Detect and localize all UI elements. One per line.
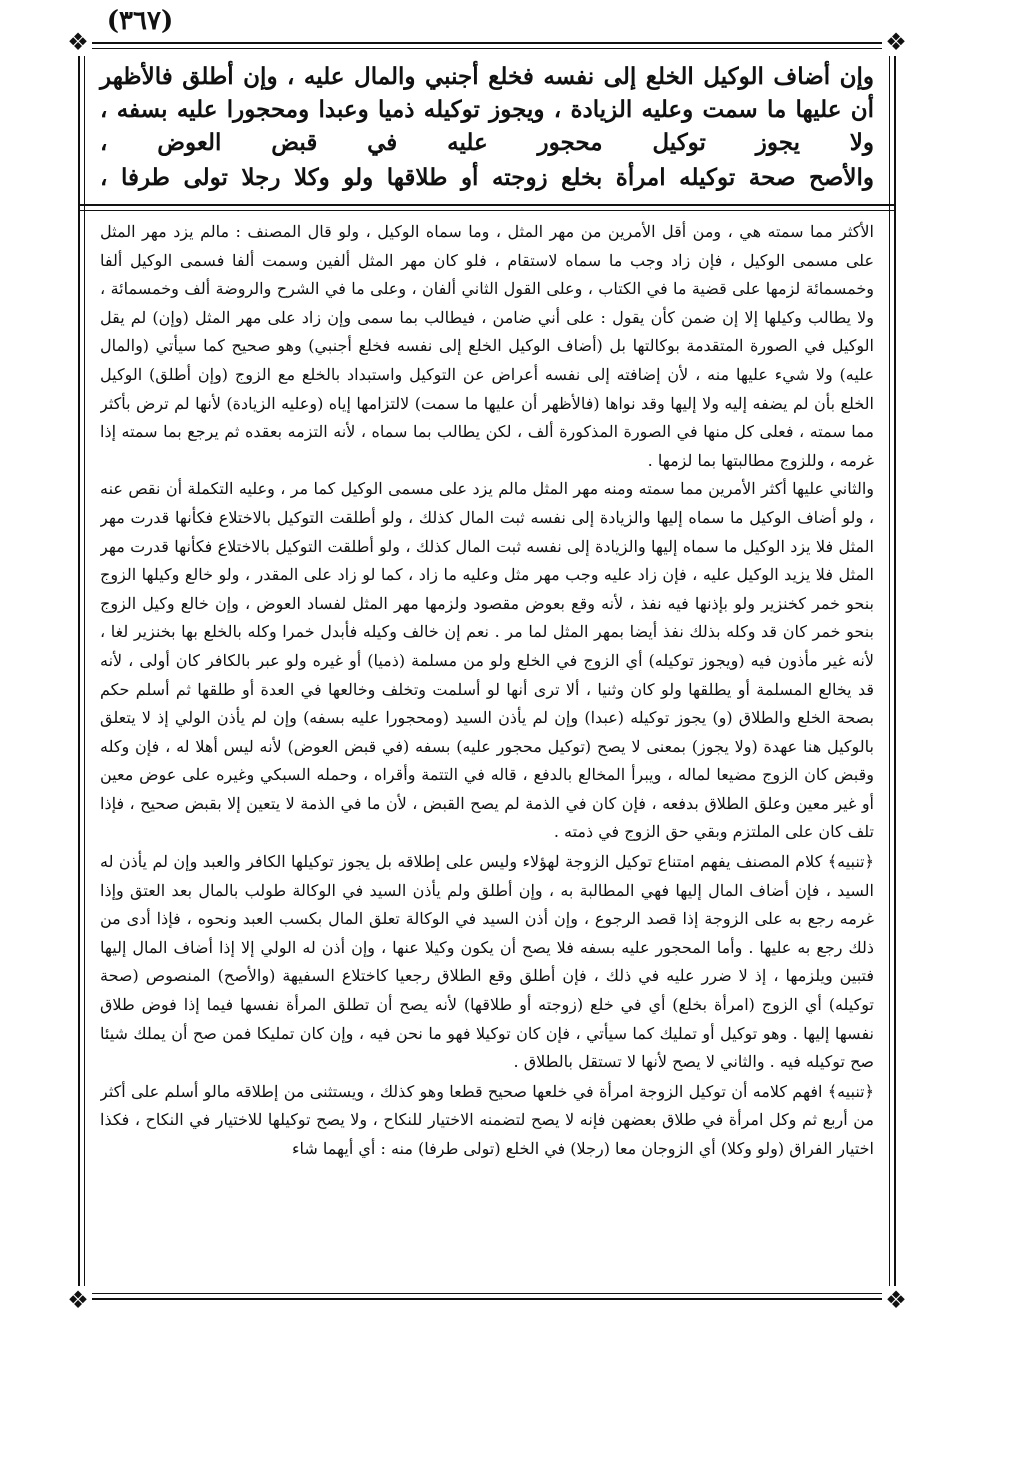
commentary-sharh	[100, 218, 874, 1290]
page-border-frame	[64, 28, 910, 1314]
matn-line: والأصح صحة توكيله امرأة بخلع زوجته أو طلاقها ولو وكلا رجلا تولى طرفا ،	[100, 164, 874, 191]
commentary-paragraph: الأكثر مما سمته هي ، ومن أقل الأمرين من مهر المثل ، وما سماه الوكيل ، ولو قال المصنف : مالم يزد مهر المثل على مسمى الوكيل ، فإن زاد وجب ما سماه لاستقام ، فلو كان مهر المثل ألفين وسمت ألفا فسمى الوكيل ألفا وخمسمائة لزمها على قضية ما في الكتاب ، وعلى القول الثاني ألفان ، وعلى ما في الشرح والروضة ألف وخمسمائة ، ولا يطالب وكيلها إلا إن ضمن كأن يقول : على أني ضامن ، فيطالب بما سمى وإن زاد على مهر المثل (وإن) لم يقل الوكيل في الصورة المتقدمة بوكالتها بل (أضاف الوكيل الخلع إلى نفسه فخلع أجنبي) وهو صحيح كما سيأتي (والمال عليه) ولا شيء عليها منه ، لأن إضافته إلى نفسه أعراض عن التوكيل واستبداد بالخلع مع الزوج (وإن أطلق) الوكيل الخلع بأن لم يضفه إليه ولا إليها وقد نواها (فالأظهر أن عليها ما سمت) لالتزامها إياه (وعليه الزيادة) لأنها لم ترض بأكثر مما سمته ، فعلى كل منها في الصورة المذكورة ألف ، لكن يطالب بما سماه ، لأنه التزمه بعقده ثم يرجع بما سمته إذا غرمه ، وللزوج مطالبتها بما لزمها .	[100, 222, 874, 470]
tanbih-note: ﴿تنبيه﴾ كلام المصنف يفهم امتناع توكيل الزوجة لهؤلاء وليس على إطلاقه بل يجوز توكيلها الكافر والعبد وإن لم يأذن له السيد ، فإن أضاف المال إليها فهي المطالبة به ، وإن أطلق ولم يأذن السيد في الوكالة طولب بالمال بعد العتق وإذا غرمه رجع به على الزوجة إذا قصد الرجوع ، وإن أذن السيد في الوكالة تعلق المال بكسب العبد ونحوه ، فإذا أدى من ذلك رجع به عليها . وأما المحجور عليه بسفه فلا يصح أن يكون وكيلا عنها ، وإن أذن له الولي إلا إذا أضاف المال إليها فتبين ويلزمها ، إذ لا ضرر عليه في ذلك ، فإن أطلق وقع الطلاق رجعيا كاختلاع السفيهة (والأصح) المنصوص (صحة توكيله) أي الزوج (امرأة بخلع) أي في خلع (زوجته أو طلاقها) لأنه يصح أن تطلق المرأة نفسها فيما إذا فوض طلاق نفسها إليها . وهو توكيل أو تمليك كما سيأتي ، فإن كان توكيلا فهو ما نحن فيه ، وإن كان تمليكا فمن صح أن يملك شيئا صح توكيله فيه . والثاني لا يصح لأنها لا تستقل بالطلاق .	[100, 852, 874, 1072]
corner-ornament-icon: ❖	[64, 1286, 92, 1314]
tanbih-note: ﴿تنبيه﴾ افهم كلامه أن توكيل الزوجة امرأة في خلعها صحيح قطعا وهو كذلك ، ويستثنى من إطلاقه مالو أسلم على أكثر من أربع ثم وكل امرأة في طلاق بعضهن فإنه لا يصح لتضمنه الاختيار للنكاح ، ولا يصح توكيلها للاختيار في النكاح ، فكذا اختيار الفراق (ولو وكلا) أي الزوجان معا (رجلا) في الخلع (تولى طرفا) منه : أي أيهما شاء	[100, 1081, 874, 1158]
page-number: (٣٦٧)	[106, 6, 174, 36]
matn-line: وإن أضاف الوكيل الخلع إلى نفسه فخلع أجنبي والمال عليه ، وإن أطلق فالأظهر أن عليها ما سمت وعليه الزيادة ، ويجوز توكيله ذميا وعبدا ومحجورا عليه بسفه ، ولا يجوز توكيل محجور عليه في قبض العوض ،	[100, 63, 874, 156]
frame-right-rule	[894, 42, 896, 1300]
corner-ornament-icon: ❖	[64, 28, 92, 56]
frame-bottom-inner-rule	[64, 1293, 910, 1294]
frame-right-inner-rule	[889, 42, 890, 1300]
frame-left-rule	[78, 42, 80, 1300]
frame-top-rule	[64, 42, 910, 44]
corner-ornament-icon: ❖	[882, 28, 910, 56]
corner-ornament-icon: ❖	[882, 1286, 910, 1314]
frame-bottom-rule	[64, 1298, 910, 1300]
frame-left-inner-rule	[84, 42, 85, 1300]
commentary-paragraph: والثاني عليها أكثر الأمرين مما سمته ومنه مهر المثل مالم يزد على مسمى الوكيل كما مر ، وعليه التكملة أن نقص عنه ، ولو أضاف الوكيل ما سماه إليها والزيادة إلى نفسه ثبت المال كذلك ، ولو أطلقت التوكيل بالاختلاع فكأنها قدرت مهر المثل فلا يزد الوكيل ما سماه إليها والزيادة إلى نفسه ثبت المال كذلك ، ولو أطلقت التوكيل بالاختلاع فكأنها قدرت مهر المثل فلا يزيد الوكيل عليه ، فإن زاد عليه وجب مهر مثل وعليه ما زاد ، كما لو زاد على المقدر ، ولو خالع وكيلها الزوج بنحو خمر كخنزير ولو بإذنها فيه نفذ ، لأنه وقع بعوض مقصود ولزمها مهر المثل لفساد العوض ، وإن خالع وكيل الزوج بنحو خمر كان قد وكله بذلك نفذ أيضا بمهر المثل لما مر . نعم إن خالف وكيله فأبدل خمرا وكله بالخلع بها بخنزير لغا ، لأنه غير مأذون فيه (ويجوز توكيله) أي الزوج في الخلع ولو من مسلمة (ذميا) أو غيره ولو عبر بالكافر كان أولى ، لأنه قد يخالع المسلمة أو يطلقها ولو كان وثنيا ، ألا ترى أنها لو أسلمت وتخلف وخالعها في العدة أو طلقها ثم أسلم حكم بصحة الخلع والطلاق (و) يجوز توكيله (عبدا) وإن لم يأذن السيد (ومحجورا عليه بسفه) وإن لم يأذن الولي إذ لا يتعلق بالوكيل هنا عهدة (ولا يجوز) بمعنى لا يصح (توكيل محجور عليه) بسفه (في قبض العوض) لأنه ليس أهلا له ، فإن وكله وقبض كان الزوج مضيعا لماله ، ويبرأ المخالع بالدفع ، قاله في التتمة وأقراه ، وحمله السبكي وغيره على عوض معين أو غير معين وعلق الطلاق بدفعه ، فإن كان في الذمة لم يصح القبض ، لأن ما في الذمة لا يتعين إلا بقبض صحيح ، فإذا تلف كان على الملتزم وبقي حق الزوج في ذمته .	[100, 479, 874, 842]
section-divider-inner	[80, 210, 894, 211]
section-divider	[80, 204, 894, 206]
frame-top-inner-rule	[64, 48, 910, 49]
